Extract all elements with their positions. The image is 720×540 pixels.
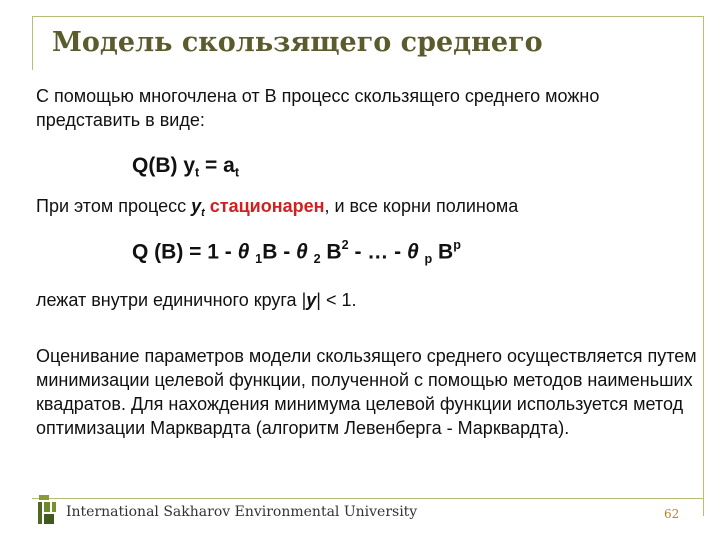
- formula2-part1: B -: [262, 240, 297, 264]
- formula1-rhs: = a: [199, 154, 235, 177]
- theta2-subscript: 2: [313, 251, 321, 266]
- university-logo: [36, 493, 58, 527]
- formula1-y-subscript: t: [195, 165, 200, 180]
- formula2-part2: B: [320, 240, 342, 264]
- para2-y-subscript: t: [201, 206, 205, 219]
- frame-top-line: [32, 16, 704, 17]
- frame-right-line: [703, 16, 704, 516]
- estimation-paragraph: Оценивание параметров модели скользящего среднего осуществляется путем минимизации целевой функции, полученной с помощью методов наименьших квадратов. Для нахождения минимума целевой функции используется метод оптимизации Марквардта (алгоритм Левенберга - Марквардта).: [36, 346, 697, 438]
- formula-ma-operator: [132, 154, 239, 179]
- formula2-lhs: Q (B) = 1 -: [132, 240, 238, 264]
- formula1-lhs: Q(B) y: [132, 154, 195, 177]
- thetap-subscript: p: [424, 251, 433, 266]
- logo-icon: [36, 493, 58, 527]
- formula2-superscript-p: p: [453, 238, 461, 252]
- formula2-part4: B: [432, 240, 454, 264]
- para2-before: При этом процесс: [36, 196, 192, 216]
- para2-y: y: [191, 196, 202, 216]
- page-number: 62: [664, 507, 680, 521]
- intro-paragraph: С помощью многочлена от B процесс скользящего среднего можно представить в виде:: [36, 86, 600, 130]
- para3-after: | < 1.: [316, 290, 357, 310]
- footer-university-name: International Sakharov Environmental University: [66, 504, 418, 520]
- formula1-a-subscript: t: [234, 165, 240, 180]
- formula2-part3: - … -: [348, 240, 407, 264]
- para3-before: лежат внутри единичного круга |: [36, 290, 307, 310]
- unit-circle-paragraph: [36, 288, 356, 312]
- theta1-symbol: θ: [237, 240, 250, 264]
- frame-left-line: [32, 16, 33, 70]
- theta2-symbol: θ: [296, 240, 308, 264]
- slide-title: Модель скользящего среднего: [52, 27, 543, 58]
- thetap-symbol: θ: [406, 240, 419, 264]
- stationarity-paragraph: [36, 194, 518, 225]
- formula-polynomial: [132, 238, 461, 266]
- frame-bottom-line: [32, 498, 704, 499]
- theta1-subscript: 1: [255, 251, 263, 266]
- stationary-highlight: стационарен: [209, 196, 325, 216]
- formula2-superscript-2: 2: [341, 238, 349, 252]
- para2-after: , и все корни полинома: [324, 196, 519, 216]
- para3-y: y: [306, 290, 317, 310]
